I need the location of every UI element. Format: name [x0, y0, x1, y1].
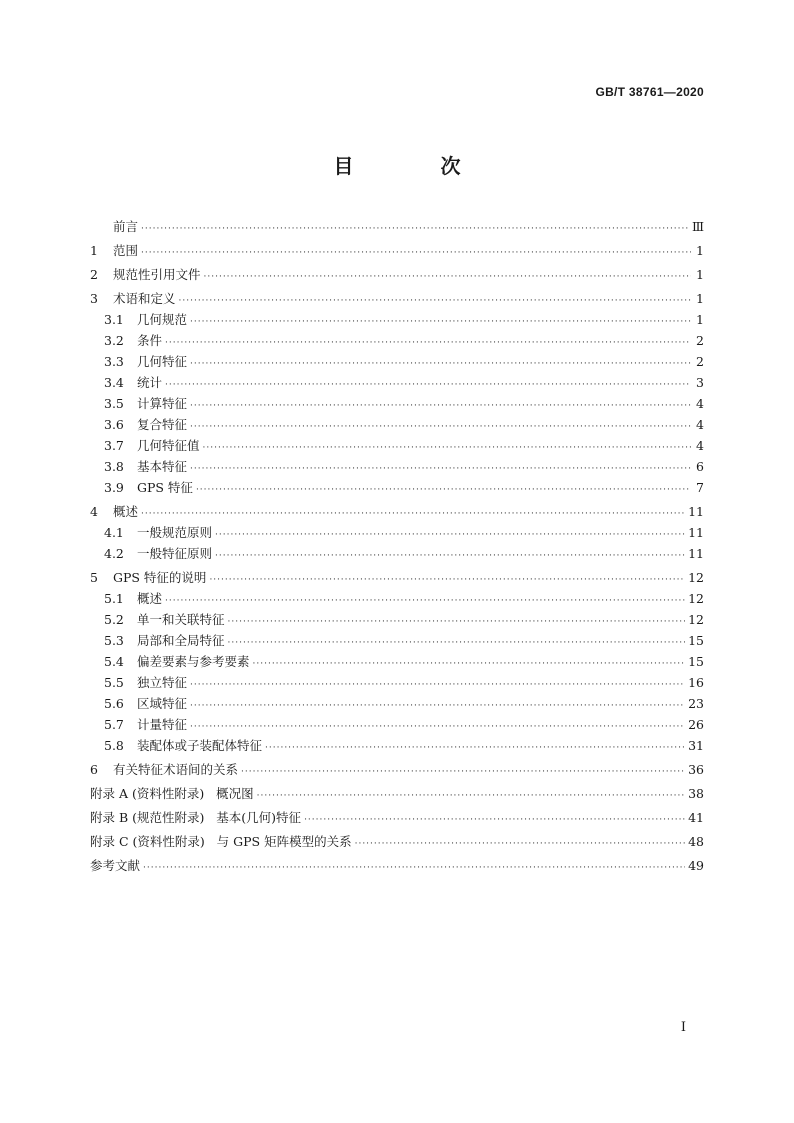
dot-leader [209, 570, 685, 591]
page-number: I [680, 1020, 686, 1035]
dot-leader [241, 762, 685, 783]
toc-entry-title: 区域特征 [137, 696, 188, 711]
toc-entry-number: 5.4 [104, 654, 124, 669]
toc-entry[interactable] [90, 543, 704, 564]
dot-leader [304, 810, 685, 831]
toc-entry-page: 2 [696, 354, 704, 369]
toc-entry-page: 12 [688, 591, 704, 606]
toc-entry-number: 4 [90, 504, 98, 519]
toc-entry-title: 统计 [137, 375, 163, 390]
standard-number: GB/T 38761—2020 [595, 85, 704, 99]
dot-leader [190, 675, 685, 696]
toc-entry-title: GPS 特征的说明 [113, 570, 207, 585]
toc-entry-page: 4 [696, 417, 704, 432]
toc-entry[interactable] [90, 714, 704, 735]
page-title: 目 次 [333, 154, 501, 178]
toc-entry-page: 7 [696, 480, 704, 495]
toc-entry[interactable] [90, 414, 704, 435]
toc-entry-number: 3.1 [104, 312, 124, 327]
toc-entry-title: 附录 C (资料性附录) 与 GPS 矩阵模型的关系 [90, 834, 352, 849]
toc-entry-page: 2 [696, 333, 704, 348]
toc-entry-number: 3.4 [104, 375, 124, 390]
toc-entry-page: 3 [696, 375, 704, 390]
toc-entry-number: 5.8 [104, 738, 124, 753]
toc-entry[interactable] [90, 240, 704, 261]
toc-entry-number: 3.2 [104, 333, 124, 348]
toc-entry-page: 31 [688, 738, 704, 753]
toc-entry-title: 基本特征 [137, 459, 188, 474]
toc-entry[interactable] [90, 567, 704, 588]
toc-entry-page: Ⅲ [691, 219, 704, 234]
toc-entry-page: 1 [696, 243, 704, 258]
toc-entry-title: 几何特征值 [137, 438, 200, 453]
dot-leader [165, 333, 691, 354]
dot-leader [265, 738, 685, 759]
toc-entry-title: GPS 特征 [137, 480, 193, 495]
toc-entry[interactable] [90, 672, 704, 693]
toc-entry-number: 5.2 [104, 612, 124, 627]
toc-entry-title: 概述 [137, 591, 163, 606]
toc-entry-page: 4 [696, 396, 704, 411]
toc-entry-page: 11 [688, 546, 704, 561]
dot-leader [215, 525, 685, 546]
toc-entry-number: 3.5 [104, 396, 124, 411]
toc-entry-title: 几何规范 [137, 312, 188, 327]
toc-entry-page: 41 [688, 810, 704, 825]
dot-leader [253, 654, 686, 675]
toc-entry[interactable] [90, 393, 704, 414]
dot-leader [143, 858, 685, 879]
dot-leader [190, 717, 685, 738]
dot-leader [190, 312, 691, 333]
toc-entry[interactable] [90, 264, 704, 285]
toc-entry-page: 6 [696, 459, 704, 474]
toc-entry[interactable] [90, 501, 704, 522]
toc-entry-title: 独立特征 [137, 675, 188, 690]
toc-entry-title: 复合特征 [137, 417, 188, 432]
toc-entry[interactable] [90, 855, 704, 876]
toc-entry[interactable] [90, 288, 704, 309]
toc-entry[interactable] [90, 831, 704, 852]
toc-entry-title: 规范性引用文件 [113, 267, 201, 282]
toc-entry[interactable] [90, 330, 704, 351]
dot-leader [190, 354, 691, 375]
toc-entry-title: 计量特征 [137, 717, 188, 732]
dot-leader [179, 291, 691, 312]
toc-entry[interactable] [90, 216, 704, 237]
toc-entry[interactable] [90, 477, 704, 498]
toc-entry-number: 3.7 [104, 438, 124, 453]
toc-entry[interactable] [90, 630, 704, 651]
dot-leader [196, 480, 691, 501]
toc-entry-number: 5.1 [104, 591, 124, 606]
toc-entry[interactable] [90, 351, 704, 372]
toc-entry-number: 6 [90, 762, 98, 777]
toc-entry-page: 11 [688, 504, 704, 519]
toc-entry-number: 5.3 [104, 633, 124, 648]
toc-entry-number: 3 [90, 291, 98, 306]
toc-entry[interactable] [90, 783, 704, 804]
toc-entry-title: 参考文献 [90, 858, 141, 873]
toc-entry-number: 4.2 [104, 546, 124, 561]
toc-entry-number: 3.8 [104, 459, 124, 474]
toc-entry-title: 装配体或子装配体特征 [137, 738, 263, 753]
toc-entry-title: 附录 A (资料性附录) 概况图 [90, 786, 254, 801]
toc-entry[interactable] [90, 309, 704, 330]
toc-entry-number: 3.6 [104, 417, 124, 432]
dot-leader [203, 438, 691, 459]
toc-entry-title: 局部和全局特征 [137, 633, 225, 648]
toc-entry-number: 2 [90, 267, 98, 282]
toc-entry-page: 38 [688, 786, 704, 801]
dot-leader [215, 546, 685, 567]
toc-entry-number: 3.9 [104, 480, 124, 495]
toc-entry-page: 23 [688, 696, 704, 711]
dot-leader [190, 459, 691, 480]
toc-entry-page: 12 [688, 570, 704, 585]
dot-leader [165, 591, 685, 612]
toc-entry-number: 4.1 [104, 525, 124, 540]
toc-entry-title: 计算特征 [137, 396, 188, 411]
table-of-contents [90, 216, 704, 876]
dot-leader [141, 243, 691, 264]
toc-entry[interactable] [90, 588, 704, 609]
toc-entry[interactable] [90, 609, 704, 630]
dot-leader [204, 267, 691, 288]
dot-leader [228, 633, 686, 654]
dot-leader [228, 612, 686, 633]
toc-entry[interactable] [90, 693, 704, 714]
dot-leader [141, 219, 689, 240]
toc-entry[interactable] [90, 759, 704, 780]
dot-leader [355, 834, 686, 855]
dot-leader [141, 504, 685, 525]
dot-leader [190, 396, 691, 417]
toc-entry-title: 条件 [137, 333, 163, 348]
toc-entry-page: 26 [688, 717, 704, 732]
toc-entry-page: 49 [688, 858, 704, 873]
toc-entry-page: 4 [696, 438, 704, 453]
toc-entry-title: 一般规范原则 [137, 525, 213, 540]
toc-entry-number: 5 [90, 570, 98, 585]
toc-entry-page: 48 [688, 834, 704, 849]
toc-entry[interactable] [90, 807, 704, 828]
toc-entry[interactable] [90, 456, 704, 477]
toc-entry[interactable] [90, 372, 704, 393]
toc-entry-page: 15 [688, 633, 704, 648]
toc-entry-number: 1 [90, 243, 98, 258]
dot-leader [190, 417, 691, 438]
toc-entry[interactable] [90, 435, 704, 456]
toc-entry-page: 16 [688, 675, 704, 690]
toc-entry-title: 单一和关联特征 [137, 612, 225, 627]
toc-entry-title: 偏差要素与参考要素 [137, 654, 250, 669]
toc-entry-title: 前言 [113, 219, 139, 234]
toc-entry[interactable] [90, 651, 704, 672]
toc-entry-page: 1 [696, 267, 704, 282]
toc-entry[interactable] [90, 735, 704, 756]
toc-entry[interactable] [90, 522, 704, 543]
toc-entry-page: 11 [688, 525, 704, 540]
toc-entry-page: 1 [696, 312, 704, 327]
toc-entry-page: 15 [688, 654, 704, 669]
toc-entry-title: 范围 [113, 243, 139, 258]
toc-entry-number: 5.7 [104, 717, 124, 732]
toc-entry-page: 36 [688, 762, 704, 777]
dot-leader [190, 696, 685, 717]
dot-leader [165, 375, 691, 396]
toc-entry-number: 5.5 [104, 675, 124, 690]
toc-entry-title: 附录 B (规范性附录) 基本(几何)特征 [90, 810, 302, 825]
toc-entry-title: 概述 [113, 504, 139, 519]
dot-leader [257, 786, 685, 807]
toc-entry-title: 几何特征 [137, 354, 188, 369]
toc-entry-title: 有关特征术语间的关系 [113, 762, 239, 777]
toc-entry-number: 5.6 [104, 696, 124, 711]
toc-entry-title: 一般特征原则 [137, 546, 213, 561]
toc-entry-page: 12 [688, 612, 704, 627]
toc-entry-page: 1 [696, 291, 704, 306]
toc-entry-number: 3.3 [104, 354, 124, 369]
toc-entry-title: 术语和定义 [113, 291, 176, 306]
